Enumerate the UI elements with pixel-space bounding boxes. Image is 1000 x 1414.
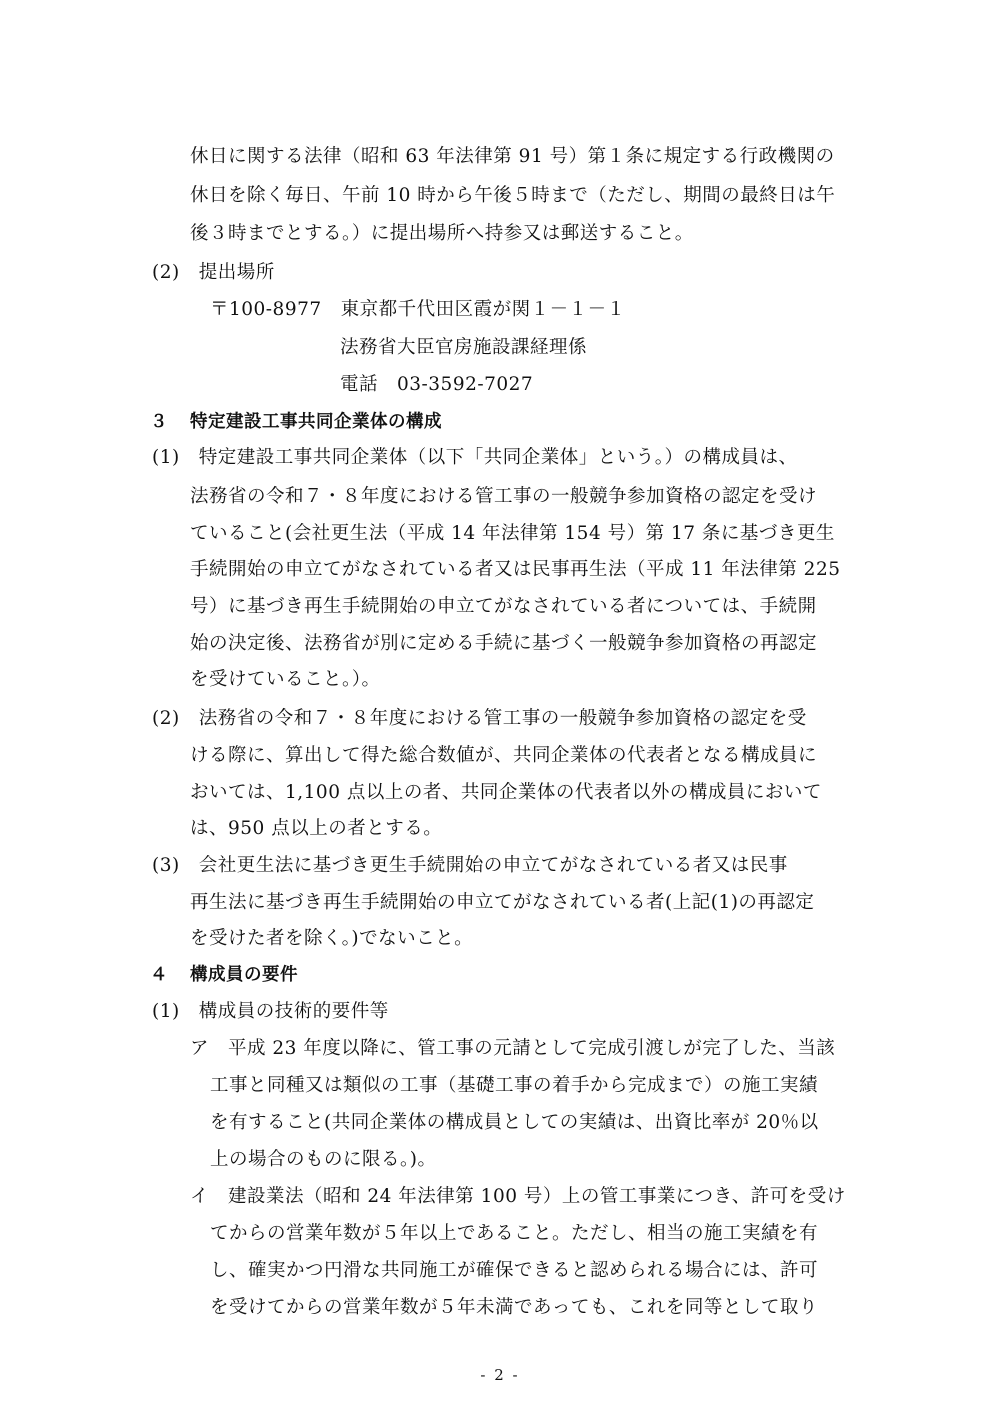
text-line: 手続開始の申立てがなされている者又は民事再生法（平成 11 年法律第 225 — [190, 559, 841, 580]
text-line: を受けた者を除く。)でないこと。 — [190, 928, 474, 949]
text-line: を受けてからの営業年数が５年未満であっても、これを同等として取り — [210, 1297, 818, 1318]
section-number: ４ — [150, 965, 168, 985]
subsection-heading: (2) 法務省の令和７・８年度における管工事の一般競争参加資格の認定を受 — [152, 708, 807, 729]
text-line: 再生法に基づき再生手続開始の申立てがなされている者(上記(1)の再認定 — [190, 892, 815, 913]
text-line: を受けていること。）。 — [190, 669, 381, 690]
section-title: 特定建設工事共同企業体の構成 — [190, 412, 442, 432]
text-line: 始の決定後、法務省が別に定める手続に基づく一般競争参加資格の再認定 — [190, 633, 818, 654]
text-line: 後３時までとする。）に提出場所へ持参又は郵送すること。 — [190, 223, 694, 244]
office-name: 法務省大臣官房施設課経理係 — [340, 337, 588, 358]
postal-address: 〒100-8977 東京都千代田区霞が関１－１－１ — [210, 299, 626, 320]
list-item: イ 建設業法（昭和 24 年法律第 100 号）上の管工事業につき、許可を受け — [190, 1186, 846, 1207]
subsection-heading: (2) 提出場所 — [152, 262, 275, 283]
page-number: - 2 - — [480, 1366, 520, 1384]
subsection-heading: (1) 構成員の技術的要件等 — [152, 1001, 389, 1022]
section-heading-3 — [0, 410, 1000, 434]
text-line: てからの営業年数が５年以上であること。ただし、相当の施工実績を有 — [210, 1223, 819, 1244]
text-line: おいては、1,100 点以上の者、共同企業体の代表者以外の構成員において — [190, 782, 822, 803]
text-line: は、950 点以上の者とする。 — [190, 818, 443, 839]
section-heading-4 — [0, 963, 1000, 987]
text-line: 上の場合のものに限る。)。 — [210, 1149, 437, 1170]
text-line: ける際に、算出して得た総合数値が、共同企業体の代表者となる構成員に — [190, 745, 818, 766]
text-line: し、確実かつ円滑な共同施工が確保できると認められる場合には、許可 — [210, 1260, 819, 1281]
subsection-heading: (3) 会社更生法に基づき更生手続開始の申立てがなされている者又は民事 — [152, 855, 788, 876]
subsection-heading: (1) 特定建設工事共同企業体（以下「共同企業体」という。）の構成員は、 — [152, 447, 798, 468]
text-line: 休日に関する法律（昭和 63 年法律第 91 号）第１条に規定する行政機関の — [190, 146, 835, 167]
text-line: 休日を除く毎日、午前 10 時から午後５時まで（ただし、期間の最終日は午 — [190, 185, 836, 206]
text-line: 号）に基づき再生手続開始の申立てがなされている者については、手続開 — [190, 596, 817, 617]
phone-number: 電話 03-3592-7027 — [340, 374, 534, 395]
text-line: ていること(会社更生法（平成 14 年法律第 154 号）第 17 条に基づき更生 — [190, 523, 835, 544]
section-number: ３ — [150, 412, 168, 432]
text-line: 法務省の令和７・８年度における管工事の一般競争参加資格の認定を受け — [190, 486, 818, 507]
list-item: ア 平成 23 年度以降に、管工事の元請として完成引渡しが完了した、当該 — [190, 1038, 836, 1059]
section-title: 構成員の要件 — [190, 965, 298, 985]
text-line: を有すること(共同企業体の構成員としての実績は、出資比率が 20％以 — [210, 1112, 819, 1133]
text-line: 工事と同種又は類似の工事（基礎工事の着手から完成まで）の施工実績 — [210, 1075, 819, 1096]
